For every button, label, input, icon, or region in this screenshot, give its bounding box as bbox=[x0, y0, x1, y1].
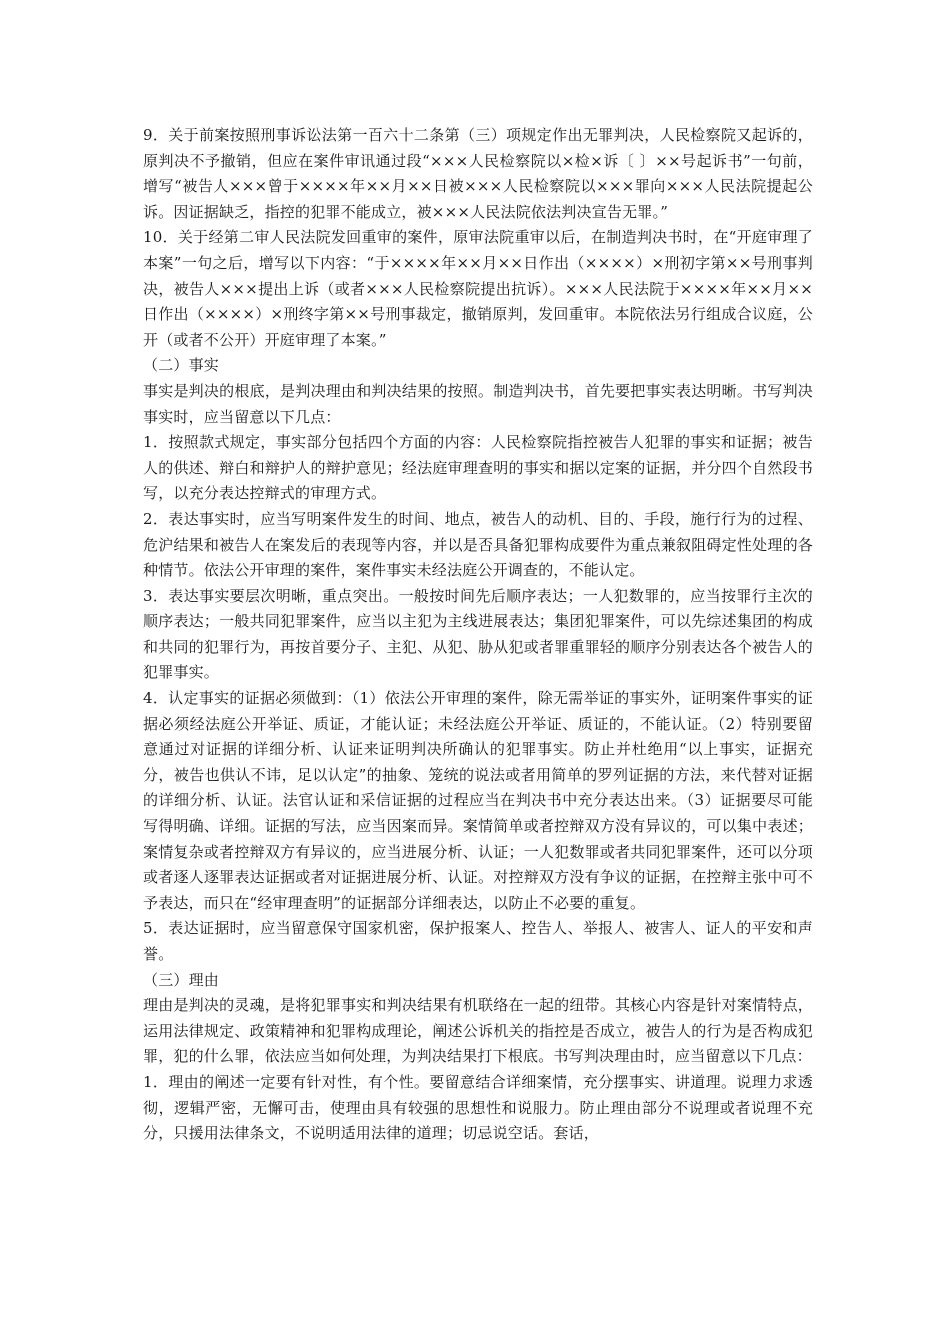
paragraph-item-10: 10．关于经第二审人民法院发回重审的案件，原审法院重审以后，在制造判决书时，在“开庭审理了本案”一句之后，增写以下内容：“于××××年××月××日作出（××××）×刑初字第××号刑事判决，被告人×××提出上诉（或者×××人民检察院提出抗诉）。×××人民法院于××××年××月××日作出（××××）×刑终字第××号刑事裁定，撤销原判，发回重审。本院依法另行组成合议庭，公开（或者不公开）开庭审理了本案。” bbox=[143, 228, 813, 349]
paragraph-facts-point-4: 4．认定事实的证据必须做到：（1）依法公开审理的案件，除无需举证的事实外，证明案件事实的证据必须经法庭公开举证、质证，才能认证；未经法庭公开举证、质证的，不能认证。（2）特别要留意通过对证据的详细分析、认证来证明判决所确认的犯罪事实。防止并杜绝用“以上事实，证据充分，被告也供认不讳，足以认定”的抽象、笼统的说法或者用简单的罗列证据的方法，来代替对证据的详细分析、认证。法官认证和采信证据的过程应当在判决书中充分表达出来。（3）证据要尽可能写得明确、详细。证据的写法，应当因案而异。案情简单或者控辩双方没有异议的，可以集中表述；案情复杂或者控辩双方有异议的，应当进展分析、认证；一人犯数罪或者共同犯罪案件，还可以分项或者逐人逐罪表达证据或者对证据进展分析、认证。对控辩双方没有争议的证据，在控辩主张中可不予表达，而只在“经审理查明”的证据部分详细表达，以防止不必要的重复。 bbox=[143, 689, 813, 912]
section-heading-reasons: （三）理由 bbox=[143, 970, 220, 989]
document-body bbox=[143, 123, 813, 1147]
paragraph-reasons-point-1: 1．理由的阐述一定要有针对性，有个性。要留意结合详细案情，充分摆事实、讲道理。说理力求透彻，逻辑严密，无懈可击，使理由具有较强的思想性和说服力。防止理由部分不说理或者说理不充分，只援用法律条文，不说明适用法律的道理；切忌说空话。套话， bbox=[143, 1072, 813, 1143]
paragraph-facts-point-1: 1．按照款式规定，事实部分包括四个方面的内容：人民检察院指控被告人犯罪的事实和证据；被告人的供述、辩白和辩护人的辩护意见；经法庭审理查明的事实和据以定案的证据，并分四个自然段书写，以充分表达控辩式的审理方式。 bbox=[143, 433, 813, 503]
paragraph-facts-intro: 事实是判决的根底，是判决理由和判决结果的按照。制造判决书，首先要把事实表达明晰。书写判决事实时，应当留意以下几点： bbox=[143, 381, 813, 426]
paragraph-reasons-intro: 理由是判决的灵魂，是将犯罪事实和判决结果有机联络在一起的纽带。其核心内容是针对案情特点，运用法律规定、政策精神和犯罪构成理论，阐述公诉机关的指控是否成立，被告人的行为是否构成犯罪，犯的什么罪，依法应当如何处理，为判决结果打下根底。书写判决理由时，应当留意以下几点： bbox=[143, 996, 813, 1066]
paragraph-facts-point-3: 3．表达事实要层次明晰，重点突出。一般按时间先后顺序表达；一人犯数罪的，应当按罪行主次的顺序表达；一般共同犯罪案件，应当以主犯为主线进展表达；集团犯罪案件，可以先综述集团的构成和共同的犯罪行为，再按首要分子、主犯、从犯、胁从犯或者罪重罪轻的顺序分别表达各个被告人的犯罪事实。 bbox=[143, 586, 813, 682]
paragraph-facts-point-5: 5．表达证据时，应当留意保守国家机密，保护报案人、控告人、举报人、被害人、证人的平安和声誉。 bbox=[143, 919, 813, 963]
paragraph-facts-point-2: 2．表达事实时，应当写明案件发生的时间、地点，被告人的动机、目的、手段，施行行为的过程、危沪结果和被告人在案发后的表现等内容，并以是否具备犯罪构成要件为重点兼叙阻碍定性处理的各种情节。依法公开审理的案件，案件事实未经法庭公开调查的，不能认定。 bbox=[143, 509, 813, 580]
paragraph-item-9: 9．关于前案按照刑事诉讼法第一百六十二条第（三）项规定作出无罪判决，人民检察院又起诉的，原判决不予撤销，但应在案件审讯通过段“×××人民检察院以×检×诉〔 〕××号起诉书”一句前，增写“被告人×××曾于××××年××月××日被×××人民检察院以×××罪向×××人民法院提起公诉。因证据缺乏，指控的犯罪不能成立，被×××人民法院依法判决宣告无罪。” bbox=[143, 126, 813, 221]
section-heading-facts: （二）事实 bbox=[143, 356, 220, 375]
